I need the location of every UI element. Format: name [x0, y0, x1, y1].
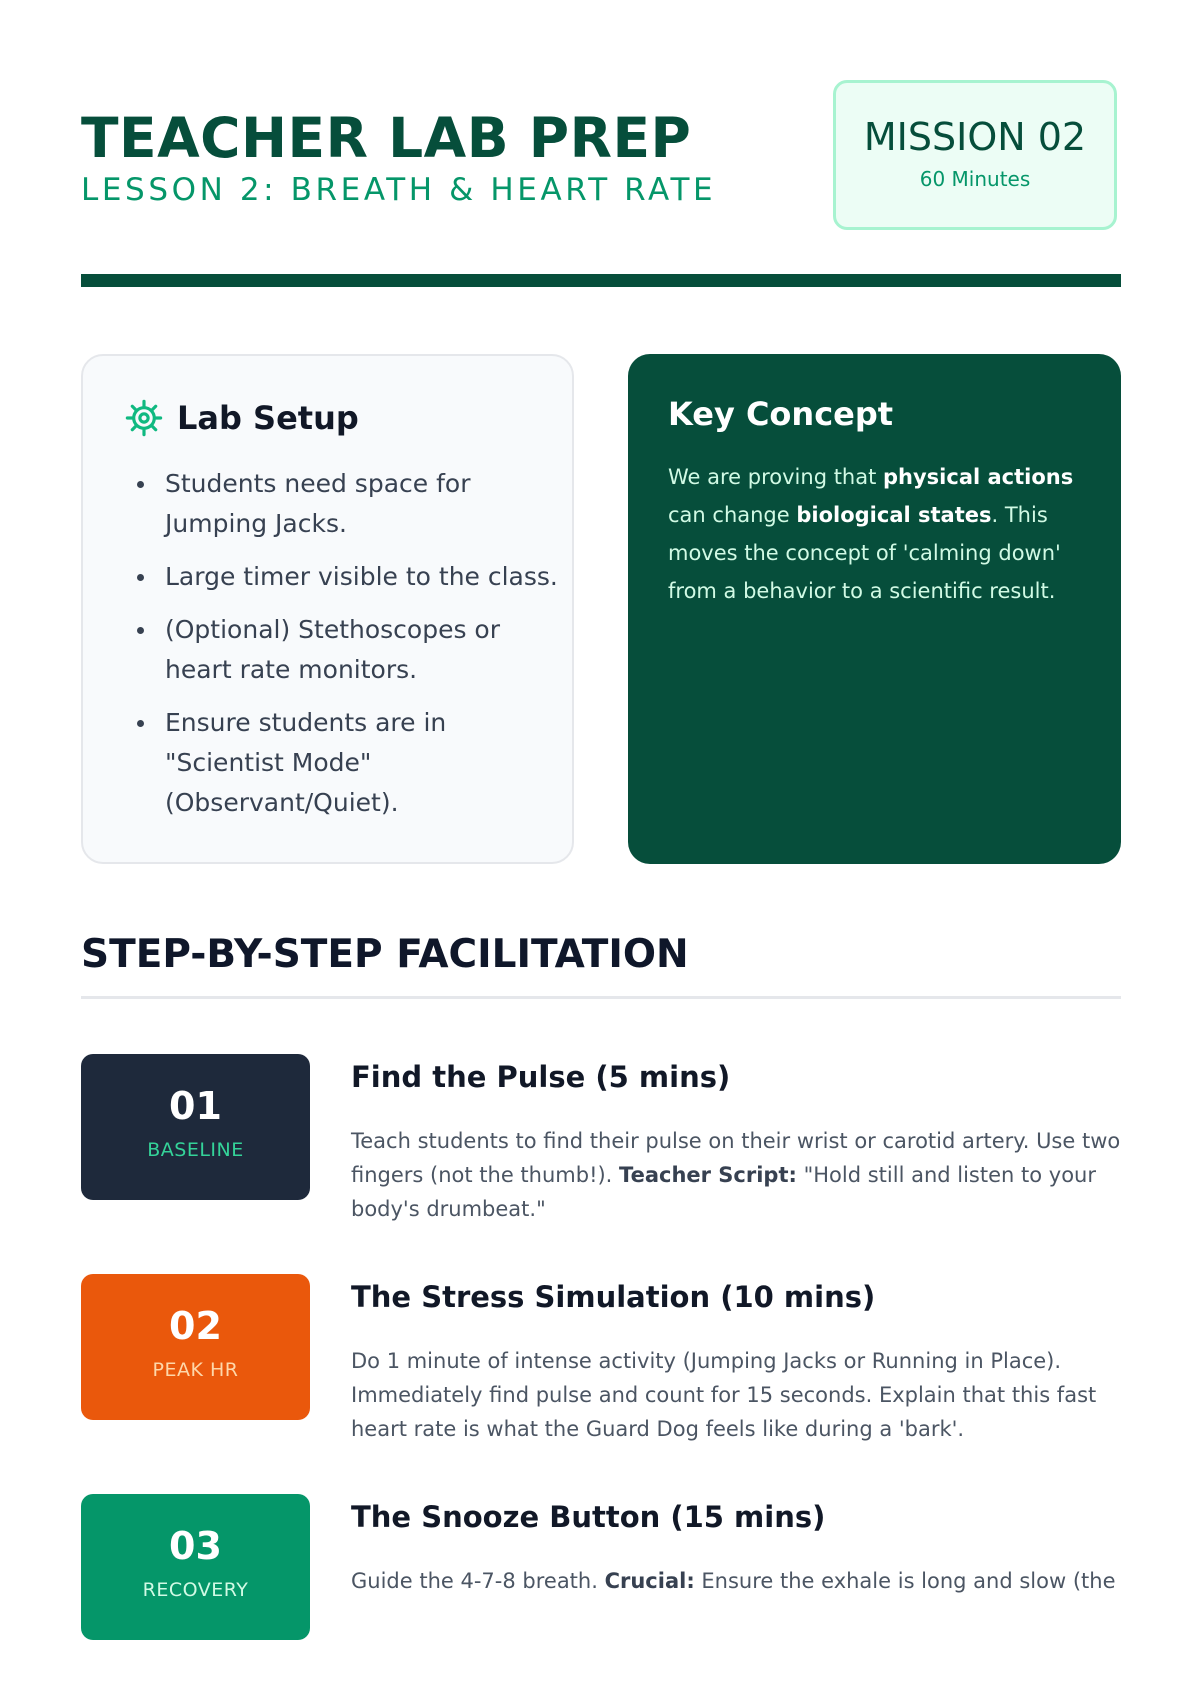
list-item: Ensure students are in "Scientist Mode" (Observant/Quiet). — [165, 703, 563, 823]
crucial-label: Crucial: — [604, 1569, 695, 1593]
step-label: RECOVERY — [142, 1579, 249, 1601]
step-title: The Snooze Button (15 mins) — [351, 1500, 826, 1534]
header-divider — [81, 274, 1121, 287]
step-number: 03 — [169, 1524, 222, 1568]
page-title: TEACHER LAB PREP — [81, 106, 692, 170]
gear-icon — [125, 399, 163, 437]
key-concept-text: We are proving that physical actions can change biological states. This moves the concept of 'calming down' from a behavior to a scientific result. — [668, 465, 1074, 603]
header — [81, 80, 1121, 240]
mission-badge — [833, 80, 1117, 230]
step-1 — [81, 1054, 1121, 1254]
step-description: Guide the 4-7-8 breath. Crucial: Ensure the exhale is long and slow (the — [351, 1569, 1116, 1593]
step-3 — [81, 1494, 1121, 1694]
lesson-subtitle: LESSON 2: BREATH & HEART RATE — [81, 172, 717, 208]
step-description: Teach students to find their pulse on their wrist or carotid artery. Use two fingers (not the thumb!). Teacher Script: "Hold still and listen to your body's drumbeat." — [351, 1129, 1121, 1221]
emphasis-text: physical actions — [883, 465, 1074, 489]
step-description: Do 1 minute of intense activity (Jumping Jacks or Running in Place). Immediately find pulse and count for 15 seconds. Explain that this fast heart rate is what the Guard Dog feels like during a 'bark'. — [351, 1349, 1097, 1441]
step-2 — [81, 1274, 1121, 1474]
key-concept-card — [628, 354, 1121, 864]
key-concept-title: Key Concept — [668, 395, 894, 433]
step-badge — [81, 1494, 310, 1640]
mission-duration: 60 Minutes — [919, 167, 1031, 191]
step-number: 02 — [169, 1304, 222, 1348]
lab-setup-title: Lab Setup — [177, 399, 359, 437]
lab-setup-card — [81, 354, 574, 864]
teacher-script-label: Teacher Script: — [619, 1163, 797, 1187]
step-title: Find the Pulse (5 mins) — [351, 1060, 731, 1094]
section-title: STEP-BY-STEP FACILITATION — [81, 932, 689, 977]
lab-setup-list — [83, 464, 563, 836]
step-label: BASELINE — [147, 1139, 244, 1161]
list-item: (Optional) Stethoscopes or heart rate monitors. — [165, 610, 563, 690]
step-badge — [81, 1274, 310, 1420]
section-divider — [81, 996, 1121, 999]
step-number: 01 — [169, 1084, 222, 1128]
list-item: Large timer visible to the class. — [165, 557, 563, 597]
step-badge — [81, 1054, 310, 1200]
mission-title: MISSION 02 — [863, 115, 1087, 159]
list-item: Students need space for Jumping Jacks. — [165, 464, 563, 544]
step-title: The Stress Simulation (10 mins) — [351, 1280, 876, 1314]
step-label: PEAK HR — [152, 1359, 239, 1381]
lab-setup-header — [125, 398, 359, 438]
emphasis-text: biological states — [796, 503, 992, 527]
